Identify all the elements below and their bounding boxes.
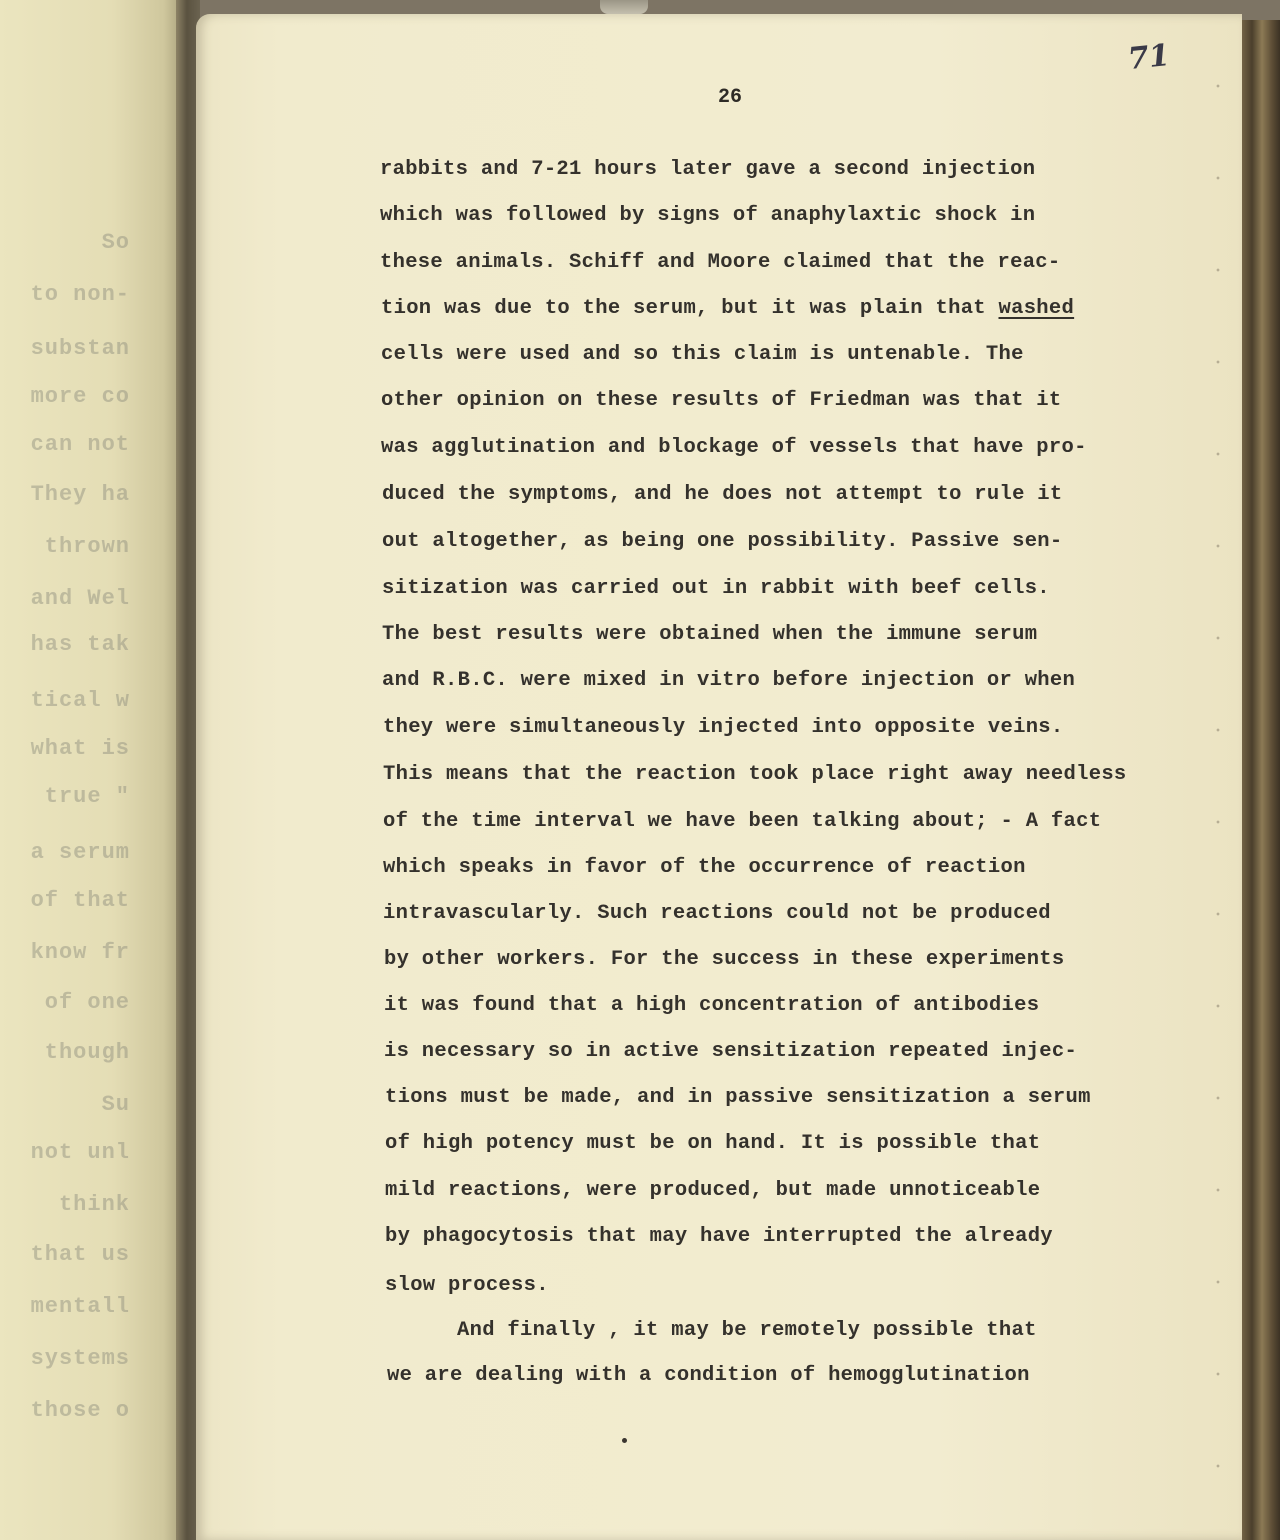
ghost-line: think — [58, 1192, 130, 1217]
ghost-line: not unl — [30, 1140, 130, 1165]
body-line: And finally , it may be remotely possible that — [457, 1319, 1037, 1342]
ghost-line: of one — [44, 990, 130, 1015]
body-line: other opinion on these results of Friedman was that it — [381, 389, 1062, 412]
ghost-line: mentall — [30, 1294, 130, 1319]
ink-dot — [622, 1438, 627, 1443]
body-line: which was followed by signs of anaphylaxtic shock in — [380, 204, 1036, 227]
ghost-line: tical w — [30, 688, 130, 713]
margin-perforation — [1216, 40, 1220, 1520]
body-line: which speaks in favor of the occurrence of reaction — [383, 856, 1026, 879]
ghost-line: know fr — [30, 940, 130, 965]
body-line: cells were used and so this claim is untenable. The — [381, 343, 1024, 366]
body-line: intravascularly. Such reactions could not be produced — [383, 902, 1051, 925]
body-line: we are dealing with a condition of hemogglutination — [387, 1364, 1030, 1387]
body-line: slow process. — [385, 1274, 549, 1297]
body-line — [381, 297, 1074, 320]
body-line: mild reactions, were produced, but made unnoticeable — [385, 1179, 1041, 1202]
facing-page — [0, 0, 186, 1540]
body-line: tions must be made, and in passive sensitization a serum — [385, 1086, 1091, 1109]
ghost-line: They ha — [30, 482, 130, 507]
ghost-line: substan — [30, 336, 130, 361]
body-line: of the time interval we have been talking about; - A fact — [383, 810, 1102, 833]
ghost-line: can not — [30, 432, 130, 457]
body-line: they were simultaneously injected into opposite veins. — [383, 716, 1064, 739]
bookmark-ribbon — [600, 0, 648, 14]
body-line-text: tion was due to the serum, but it was plain that — [381, 297, 999, 320]
ghost-line: of that — [30, 888, 130, 913]
body-line: sitization was carried out in rabbit with beef cells. — [382, 577, 1050, 600]
ghost-line: what is — [30, 736, 130, 761]
ghost-line: and Wel — [30, 586, 130, 611]
ghost-line: a serum — [30, 840, 130, 865]
body-line: rabbits and 7-21 hours later gave a second injection — [380, 158, 1036, 181]
body-line: was agglutination and blockage of vessels that have pro- — [381, 436, 1087, 459]
ghost-line: systems — [30, 1346, 130, 1371]
body-line: and R.B.C. were mixed in vitro before injection or when — [382, 669, 1076, 692]
body-line: This means that the reaction took place right away needless — [383, 763, 1127, 786]
ghost-line: those o — [30, 1398, 130, 1423]
body-line: out altogether, as being one possibility. Passive sen- — [382, 530, 1063, 553]
ghost-line: Su — [101, 1092, 130, 1117]
body-line: by other workers. For the success in these experiments — [384, 948, 1065, 971]
body-line: it was found that a high concentration of antibodies — [384, 994, 1040, 1017]
ghost-line: though — [44, 1040, 130, 1065]
page-edges — [1240, 20, 1280, 1540]
body-line: of high potency must be on hand. It is possible that — [385, 1132, 1041, 1155]
page-number: 26 — [718, 86, 743, 109]
body-line: these animals. Schiff and Moore claimed that the reac- — [380, 251, 1061, 274]
ghost-line: to non- — [30, 282, 130, 307]
folio-number: 71 — [1126, 37, 1172, 78]
ghost-line: has tak — [30, 632, 130, 657]
ghost-line: that us — [30, 1242, 130, 1267]
underlined-word: washed — [998, 297, 1075, 320]
body-line: by phagocytosis that may have interrupted the already — [385, 1225, 1053, 1248]
ghost-line: So — [101, 230, 130, 255]
body-line: duced the symptoms, and he does not attempt to rule it — [382, 483, 1063, 506]
body-line: is necessary so in active sensitization repeated injec- — [384, 1040, 1078, 1063]
body-line: The best results were obtained when the immune serum — [382, 623, 1038, 646]
ghost-line: thrown — [44, 534, 130, 559]
ghost-line: true " — [44, 784, 130, 809]
ghost-line: more co — [30, 384, 130, 409]
